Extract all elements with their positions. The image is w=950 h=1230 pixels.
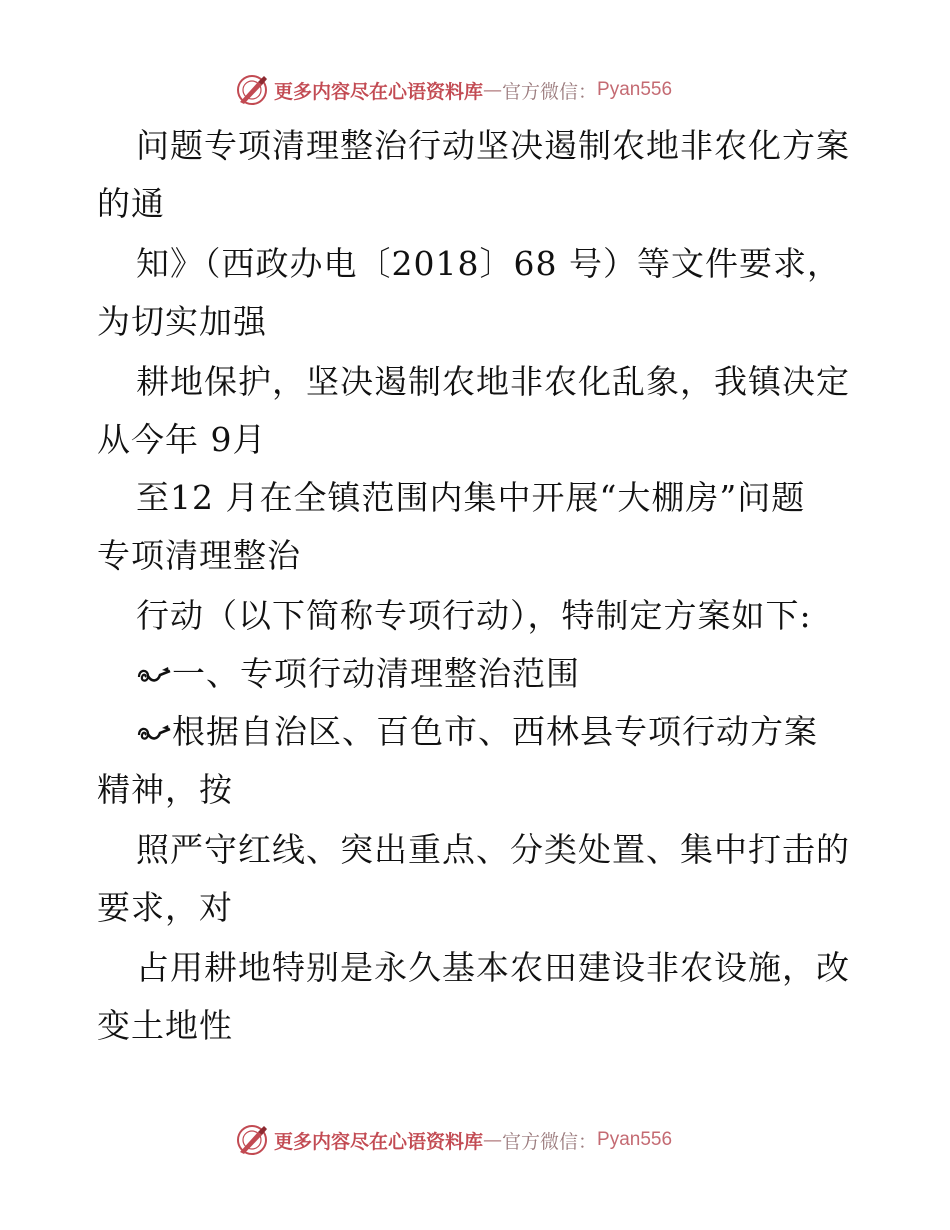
flourish-icon xyxy=(136,721,172,745)
watermark-wechat-id: Pyan556 xyxy=(597,79,673,100)
text-line: 占用耕地特别是永久基本农田建设非农设施，改 xyxy=(136,948,850,987)
text-line: 至12 月在全镇范围内集中开展“大棚房”问题 xyxy=(136,478,806,517)
text-line: 从今年 9月 xyxy=(97,420,267,459)
flourish-icon xyxy=(136,663,172,687)
text-line: 的通 xyxy=(97,184,165,223)
bullet-line-text: 根据自治区、百色市、西林县专项行动方案 xyxy=(172,712,818,751)
bullet-line xyxy=(136,712,818,752)
text-line: 专项清理整治 xyxy=(97,536,301,575)
pen-logo-icon xyxy=(234,72,270,108)
pen-logo-icon xyxy=(234,1122,270,1158)
text-line: 耕地保护，坚决遏制农地非农化乱象，我镇决定 xyxy=(136,362,850,401)
watermark-brand: 更多内容尽在心语资料库 xyxy=(274,1130,484,1153)
text-line: 知》（西政办电〔2018〕68 号）等文件要求， xyxy=(136,244,841,283)
watermark-wechat-label: 官方微信： xyxy=(502,1130,598,1153)
watermark-separator: — xyxy=(483,79,503,101)
text-line: 为切实加强 xyxy=(97,302,267,341)
text-line: 照严守红线、突出重点、分类处置、集中打击的 xyxy=(136,830,850,869)
watermark-wechat-label: 官方微信： xyxy=(502,80,598,103)
text-line: 要求，对 xyxy=(97,888,233,927)
text-line: 变土地性 xyxy=(97,1006,233,1045)
watermark-wechat-id: Pyan556 xyxy=(597,1129,673,1150)
footer-watermark xyxy=(234,1122,734,1158)
watermark-brand: 更多内容尽在心语资料库 xyxy=(274,80,484,103)
watermark-separator: — xyxy=(483,1129,503,1151)
section-heading-text: 一、专项行动清理整治范围 xyxy=(172,654,580,693)
text-line: 问题专项清理整治行动坚决遏制农地非农化方案 xyxy=(136,126,850,165)
section-heading-line xyxy=(136,654,580,694)
text-line: 行动（以下简称专项行动），特制定方案如下: xyxy=(136,596,812,635)
text-line: 精神，按 xyxy=(97,770,233,809)
header-watermark xyxy=(234,72,734,108)
